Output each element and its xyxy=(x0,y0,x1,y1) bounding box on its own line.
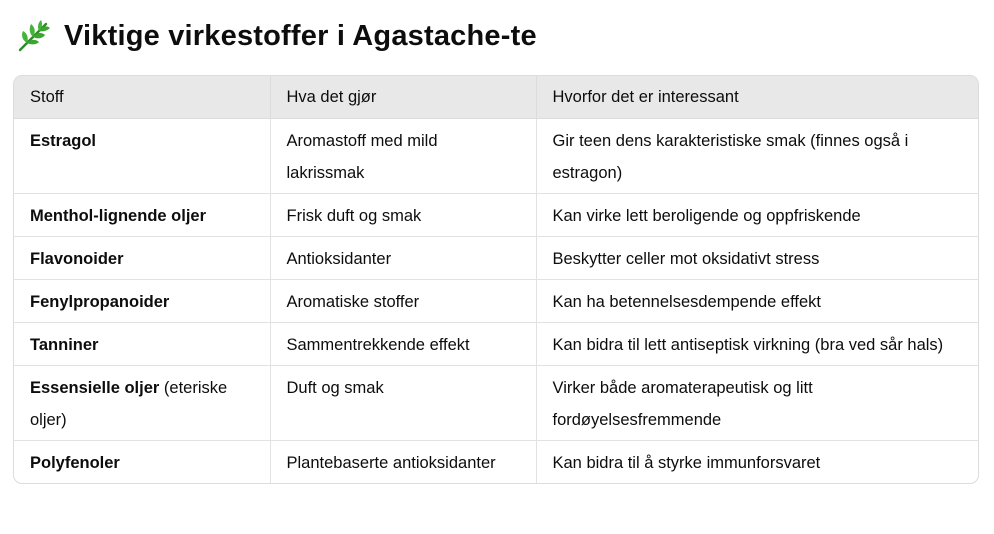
table-row xyxy=(14,366,978,441)
cell-effect: Duft og smak xyxy=(270,366,536,441)
page-title: Viktige virkestoffer i Agastache-te xyxy=(64,19,537,52)
substance-name: Flavonoider xyxy=(30,250,124,268)
substance-extra: (eteriske oljer) xyxy=(30,379,228,429)
cell-substance xyxy=(14,366,270,441)
cell-interest: Gir teen dens karakteristiske smak (finnes også i estragon) xyxy=(536,119,978,194)
cell-interest: Virker både aromaterapeutisk og litt fordøyelsesfremmende xyxy=(536,366,978,441)
column-header-effect: Hva det gjør xyxy=(270,76,536,119)
cell-substance xyxy=(14,280,270,323)
table-row xyxy=(14,323,978,366)
column-header-interest: Hvorfor det er interessant xyxy=(536,76,978,119)
cell-interest: Kan virke lett beroligende og oppfriskende xyxy=(536,194,978,237)
cell-interest: Kan bidra til lett antiseptisk virkning (bra ved sår hals) xyxy=(536,323,978,366)
substance-name: Polyfenoler xyxy=(30,454,120,472)
table-row xyxy=(14,280,978,323)
cell-substance xyxy=(14,194,270,237)
substance-name: Tanniner xyxy=(30,336,99,354)
cell-effect: Frisk duft og smak xyxy=(270,194,536,237)
table-row xyxy=(14,194,978,237)
cell-substance xyxy=(14,323,270,366)
section-heading xyxy=(16,14,537,58)
cell-effect: Plantebaserte antioksidanter xyxy=(270,441,536,484)
cell-substance xyxy=(14,441,270,484)
table-header-row xyxy=(14,76,978,119)
cell-effect: Aromastoff med mild lakrissmak xyxy=(270,119,536,194)
substance-name: Fenylpropanoider xyxy=(30,293,170,311)
substance-name: Estragol xyxy=(30,132,97,150)
cell-substance xyxy=(14,237,270,280)
leaf-icon xyxy=(16,18,52,54)
table-row xyxy=(14,441,978,484)
cell-interest: Kan ha betennelsesdempende effekt xyxy=(536,280,978,323)
cell-effect: Sammentrekkende effekt xyxy=(270,323,536,366)
cell-interest: Kan bidra til å styrke immunforsvaret xyxy=(552,454,821,472)
cell-effect: Aromatiske stoffer xyxy=(270,280,536,323)
table-container xyxy=(13,75,979,484)
table-row xyxy=(14,119,978,194)
table-row xyxy=(14,237,978,280)
substance-name: Essensielle oljer xyxy=(30,379,160,397)
substances-table xyxy=(14,76,978,483)
cell-effect: Antioksidanter xyxy=(270,237,536,280)
cell-interest: Beskytter celler mot oksidativt stress xyxy=(536,237,978,280)
column-header-substance: Stoff xyxy=(14,76,270,119)
substance-name: Menthol-lignende oljer xyxy=(30,207,206,225)
cell-substance xyxy=(14,119,270,194)
table-body xyxy=(14,119,978,484)
